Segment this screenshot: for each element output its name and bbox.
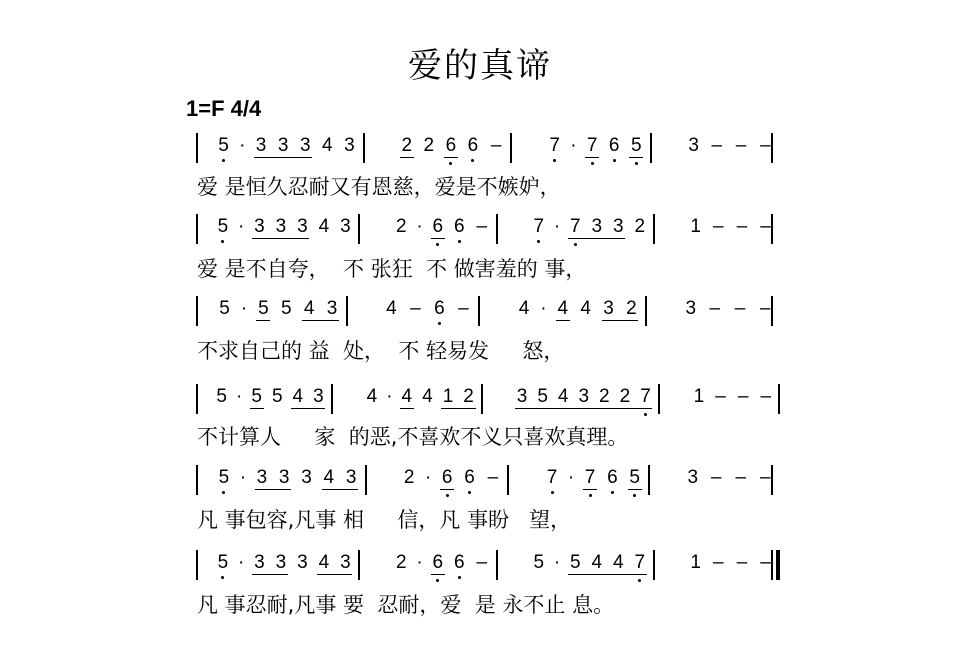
low-octave-dot — [449, 162, 452, 165]
bar-line — [196, 465, 198, 495]
beam-underline — [585, 157, 599, 158]
note: 7 — [584, 467, 596, 488]
note: 7 — [533, 216, 545, 237]
note: 3 — [297, 552, 308, 573]
beam-underline — [515, 408, 652, 409]
lyric-line: 不求自己的 益 处， 不 轻易发 怒， — [197, 339, 565, 363]
augmentation-dot: · — [416, 552, 423, 573]
extension-dash: – — [711, 135, 723, 156]
low-octave-dot — [436, 243, 439, 246]
augmentation-dot: · — [386, 386, 393, 407]
note: 3 — [326, 298, 338, 319]
beam-underline — [291, 408, 326, 409]
note: 2 — [463, 386, 474, 407]
note: 4 — [591, 552, 603, 573]
note: 3 — [275, 216, 287, 237]
bar-line — [331, 384, 333, 414]
low-octave-dot — [537, 240, 540, 243]
note: 3 — [516, 386, 528, 407]
note: 4 — [613, 552, 624, 573]
beam-underline — [431, 574, 445, 575]
song-title: 爱的真谛 — [408, 46, 552, 86]
low-octave-dot — [458, 576, 461, 579]
note: 3 — [685, 298, 697, 319]
bar-line — [478, 296, 480, 326]
low-octave-dot — [468, 491, 471, 494]
augmentation-dot: · — [239, 467, 247, 488]
augmentation-dot: · — [239, 135, 246, 156]
note: 5 — [217, 552, 229, 573]
note: 3 — [340, 552, 351, 573]
extension-dash: – — [760, 552, 771, 573]
note: 6 — [607, 467, 618, 488]
low-octave-dot — [551, 491, 554, 494]
note: 2 — [423, 135, 435, 156]
note: 5 — [217, 216, 229, 237]
note: 2 — [401, 135, 413, 156]
note: 5 — [218, 467, 230, 488]
low-octave-dot — [446, 494, 449, 497]
note: 7 — [634, 552, 646, 573]
augmentation-dot: · — [570, 135, 577, 156]
beam-underline — [568, 238, 625, 239]
bar-line — [363, 133, 365, 163]
lyric-line: 凡 事包容,凡事 相 信，凡 事盼 望， — [197, 508, 572, 532]
bar-line — [653, 550, 655, 580]
extension-dash: – — [735, 135, 747, 156]
note: 6 — [432, 216, 444, 237]
beam-underline — [255, 489, 291, 490]
bar-line — [645, 296, 647, 326]
note: 3 — [256, 467, 268, 488]
low-octave-dot — [613, 159, 616, 162]
note: 7 — [549, 135, 560, 156]
note: 3 — [278, 467, 290, 488]
note: 5 — [251, 386, 262, 407]
low-octave-dot — [553, 159, 556, 162]
bar-line — [496, 214, 498, 244]
extension-dash: – — [709, 298, 721, 319]
beam-underline — [252, 574, 287, 575]
low-octave-dot — [436, 579, 439, 582]
extension-dash: – — [715, 386, 726, 407]
note: 3 — [613, 216, 624, 237]
bar-line — [510, 133, 512, 163]
bar-line — [771, 214, 773, 244]
note: 1 — [693, 386, 705, 407]
beam-underline — [602, 320, 639, 321]
note: 7 — [570, 216, 581, 237]
note: 4 — [323, 467, 335, 488]
note: 4 — [292, 386, 304, 407]
low-octave-dot — [458, 240, 461, 243]
note: 3 — [688, 135, 699, 156]
low-octave-dot — [638, 579, 641, 582]
extension-dash: – — [710, 467, 722, 488]
augmentation-dot: · — [425, 467, 432, 488]
low-octave-dot — [591, 162, 594, 165]
note: 6 — [467, 135, 479, 156]
note: 5 — [570, 552, 581, 573]
note: 4 — [303, 298, 315, 319]
note: 1 — [442, 386, 454, 407]
extension-dash: – — [736, 216, 748, 237]
note: 4 — [386, 298, 397, 319]
extension-dash: – — [735, 467, 747, 488]
note: 5 — [630, 135, 642, 156]
lyric-line: 不计算人 家 的恶,不喜欢不义只喜欢真理。 — [197, 425, 629, 449]
low-octave-dot — [635, 162, 638, 165]
note: 6 — [464, 467, 475, 488]
note: 7 — [640, 386, 651, 407]
bar-line — [650, 133, 652, 163]
beam-underline — [629, 157, 643, 158]
note: 1 — [690, 552, 701, 573]
beam-underline — [317, 574, 352, 575]
bar-line — [771, 133, 773, 163]
note: 7 — [586, 135, 598, 156]
bar-line — [653, 214, 655, 244]
extension-dash: – — [734, 298, 746, 319]
bar-line — [771, 296, 773, 326]
note: 3 — [591, 216, 603, 237]
beam-underline — [568, 574, 646, 575]
extension-dash: – — [490, 135, 502, 156]
beam-underline — [628, 489, 642, 490]
beam-underline — [441, 408, 476, 409]
note: 2 — [395, 216, 407, 237]
augmentation-dot: · — [553, 216, 561, 237]
note: 6 — [453, 552, 465, 573]
note: 4 — [318, 552, 330, 573]
final-bar-line — [776, 550, 780, 580]
note: 6 — [608, 135, 620, 156]
augmentation-dot: · — [540, 298, 547, 319]
beam-underline — [583, 489, 597, 490]
bar-line — [196, 550, 198, 580]
augmentation-dot: · — [553, 552, 561, 573]
note: 7 — [546, 467, 558, 488]
note: 3 — [299, 135, 311, 156]
bar-line — [358, 214, 360, 244]
low-octave-dot — [438, 322, 441, 325]
note: 4 — [557, 386, 569, 407]
lyric-line: 凡 事忍耐,凡事 要 忍耐，爱 是 永不止 息。 — [197, 593, 615, 617]
note: 5 — [280, 298, 292, 319]
beam-underline — [431, 238, 445, 239]
note: 2 — [395, 552, 407, 573]
beam-underline — [400, 157, 414, 158]
note: 3 — [297, 216, 308, 237]
note: 6 — [445, 135, 457, 156]
bar-line — [496, 550, 498, 580]
note: 4 — [322, 135, 333, 156]
extension-dash: – — [712, 552, 724, 573]
note: 2 — [403, 467, 415, 488]
note: 4 — [422, 386, 433, 407]
extension-dash: – — [712, 216, 724, 237]
bar-line — [196, 384, 198, 414]
bar-line — [771, 465, 773, 495]
note: 4 — [401, 386, 413, 407]
bar-line — [507, 465, 509, 495]
note: 3 — [578, 386, 590, 407]
beam-underline — [444, 157, 458, 158]
note: 4 — [318, 216, 330, 237]
note: 6 — [432, 552, 444, 573]
bar-line — [196, 133, 198, 163]
bar-line — [778, 384, 780, 414]
beam-underline — [322, 489, 358, 490]
note: 5 — [537, 386, 548, 407]
bar-line — [196, 214, 198, 244]
low-octave-dot — [633, 494, 636, 497]
bar-line — [658, 384, 660, 414]
bar-line — [346, 296, 348, 326]
beam-underline — [256, 320, 270, 321]
bar-line — [648, 465, 650, 495]
bar-line — [196, 296, 198, 326]
note: 2 — [634, 216, 646, 237]
extension-dash: – — [760, 135, 771, 156]
augmentation-dot: · — [240, 298, 248, 319]
augmentation-dot: · — [416, 216, 423, 237]
note: 2 — [626, 298, 637, 319]
beam-underline — [254, 157, 312, 158]
note: 3 — [275, 552, 287, 573]
beam-underline — [302, 320, 339, 321]
low-octave-dot — [589, 494, 592, 497]
bar-line — [358, 550, 360, 580]
beam-underline — [252, 238, 309, 239]
extension-dash: – — [487, 467, 499, 488]
low-octave-dot — [471, 159, 474, 162]
extension-dash: – — [760, 216, 771, 237]
note: 5 — [258, 298, 269, 319]
note: 4 — [518, 298, 530, 319]
extension-dash: – — [476, 552, 488, 573]
note: 4 — [557, 298, 569, 319]
note: 3 — [313, 386, 324, 407]
note: 3 — [340, 216, 351, 237]
note: 3 — [277, 135, 289, 156]
note: 5 — [219, 298, 230, 319]
note: 3 — [344, 135, 355, 156]
note: 4 — [366, 386, 378, 407]
bar-line — [365, 465, 367, 495]
note: 5 — [533, 552, 545, 573]
beam-underline — [440, 489, 454, 490]
note: 6 — [434, 298, 445, 319]
note: 1 — [690, 216, 701, 237]
low-octave-dot — [222, 491, 225, 494]
low-octave-dot — [221, 576, 224, 579]
note: 6 — [453, 216, 465, 237]
augmentation-dot: · — [567, 467, 575, 488]
note: 3 — [254, 552, 265, 573]
low-octave-dot — [221, 240, 224, 243]
bar-line — [771, 550, 773, 580]
low-octave-dot — [644, 413, 647, 416]
extension-dash: – — [476, 216, 488, 237]
note: 3 — [345, 467, 357, 488]
note: 5 — [271, 386, 283, 407]
note: 5 — [629, 467, 640, 488]
note: 6 — [441, 467, 453, 488]
beam-underline — [556, 320, 570, 321]
lyric-line: 爱 是恒久忍耐又有恩慈，爱是不嫉妒， — [197, 175, 561, 199]
augmentation-dot: · — [237, 552, 245, 573]
extension-dash: – — [760, 467, 771, 488]
low-octave-dot — [222, 159, 225, 162]
augmentation-dot: · — [237, 216, 245, 237]
key-signature: 1=F 4/4 — [186, 96, 262, 121]
low-octave-dot — [574, 243, 577, 246]
extension-dash: – — [759, 298, 771, 319]
note: 3 — [687, 467, 699, 488]
note: 5 — [216, 386, 227, 407]
extension-dash: – — [760, 386, 772, 407]
extension-dash: – — [458, 298, 469, 319]
extension-dash: – — [736, 552, 748, 573]
note: 2 — [599, 386, 610, 407]
lyric-line: 爱 是不自夸， 不 张狂 不 做害羞的 事， — [197, 257, 587, 281]
extension-dash: – — [410, 298, 421, 319]
extension-dash: – — [737, 386, 749, 407]
note: 3 — [254, 216, 265, 237]
note: 5 — [218, 135, 229, 156]
bar-line — [481, 384, 483, 414]
augmentation-dot: · — [236, 386, 243, 407]
low-octave-dot — [611, 491, 614, 494]
note: 2 — [619, 386, 631, 407]
note: 3 — [255, 135, 267, 156]
note: 3 — [603, 298, 614, 319]
beam-underline — [400, 408, 414, 409]
note: 4 — [580, 298, 591, 319]
beam-underline — [250, 408, 264, 409]
note: 3 — [301, 467, 312, 488]
